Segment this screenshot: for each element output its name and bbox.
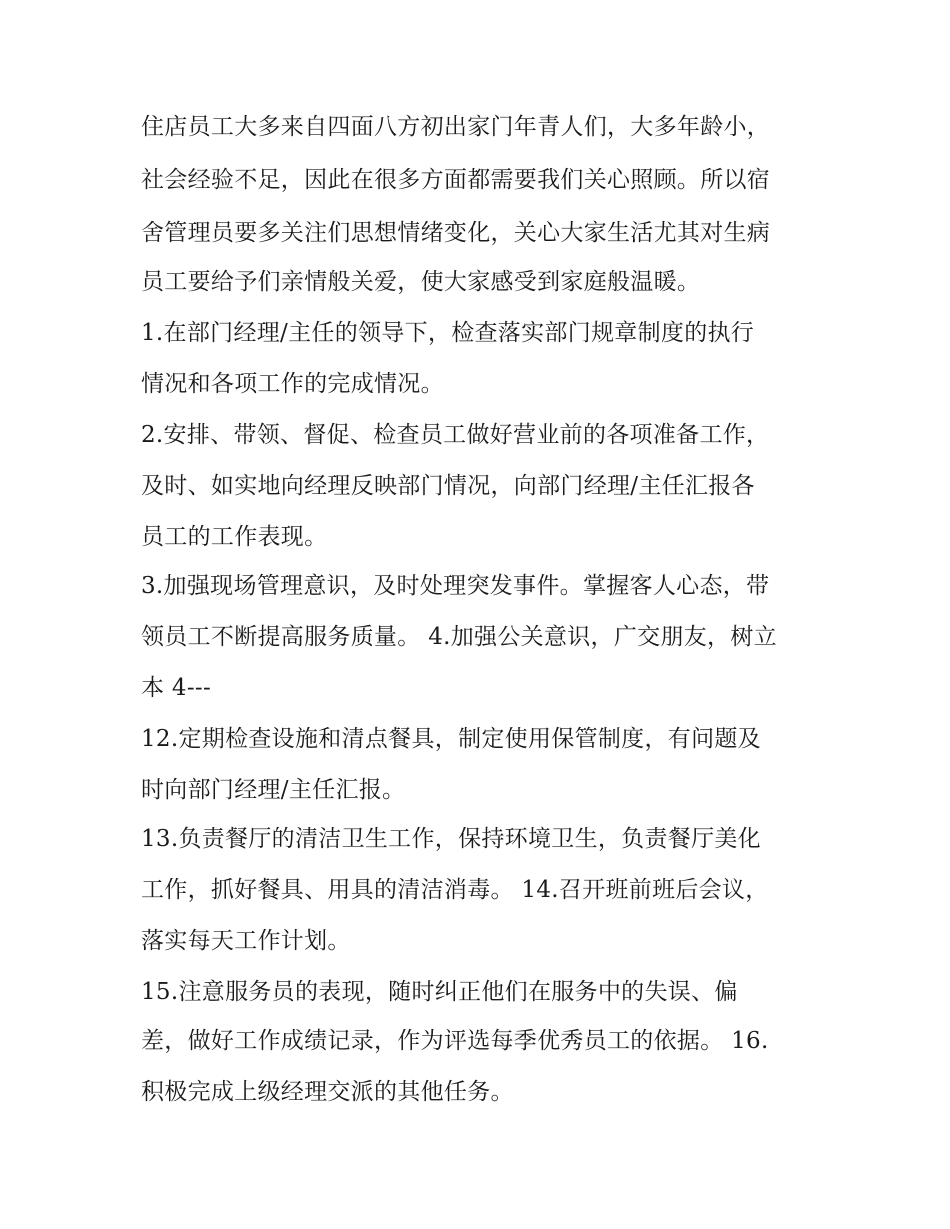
text-line: 15.注意服务员的表现，随时纠正他们在服务中的失误、偏: [141, 979, 738, 1005]
text-line: 3.加强现场管理意识，及时处理突发事件。掌握客人心态，带: [141, 573, 770, 599]
text-line: 本 4---: [141, 675, 212, 701]
text-line: 13.负责餐厅的清洁卫生工作，保持环境卫生，负责餐厅美化: [141, 826, 761, 852]
text-line: 员工的工作表现。: [141, 524, 328, 550]
text-line: 落实每天工作计划。: [141, 928, 351, 954]
text-line: 住店员工大多来自四面八方初出家门年青人们，大多年龄小，: [141, 114, 771, 140]
text-line: 12.定期检查设施和清点餐具，制定使用保管制度，有问题及: [141, 726, 761, 752]
text-line: 2.安排、带领、督促、检查员工做好营业前的各项准备工作，: [141, 422, 770, 448]
text-line: 差，做好工作成绩记录，作为评选每季优秀员工的依据。 16.: [141, 1028, 769, 1054]
text-line: 时向部门经理/主任汇报。: [141, 777, 406, 803]
text-line: 情况和各项工作的完成情况。: [141, 371, 444, 397]
text-line: 及时、如实地向经理反映部门情况，向部门经理/主任汇报各: [141, 473, 755, 499]
text-line: 领员工不断提高服务质量。 4.加强公关意识，广交朋友，树立: [141, 624, 777, 650]
text-line: 1.在部门经理/主任的领导下，检查落实部门规章制度的执行: [141, 320, 755, 346]
text-line: 工作，抓好餐具、用具的清洁消毒。 14.召开班前班后会议，: [141, 877, 769, 903]
text-line: 舍管理员要多关注们思想情绪变化，关心大家生活尤其对生病: [141, 220, 771, 246]
text-line: 社会经验不足，因此在很多方面都需要我们关心照顾。所以宿: [141, 167, 771, 193]
text-line: 积极完成上级经理交派的其他任务。: [141, 1079, 514, 1105]
text-line: 员工要给予们亲情般关爱，使大家感受到家庭般温暖。: [141, 269, 701, 295]
